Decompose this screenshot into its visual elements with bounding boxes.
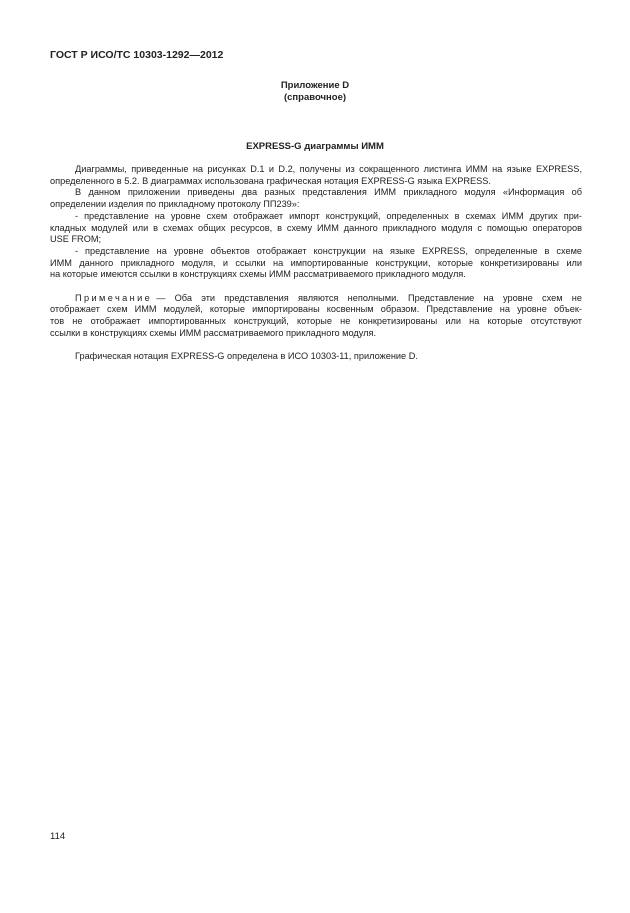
text-line: - представление на уровне объектов отображает конструкции на языке EXPRESS, определенные в схеме bbox=[75, 245, 582, 256]
section-title: EXPRESS-G диаграммы ИММ bbox=[246, 141, 384, 152]
text-line: Диаграммы, приведенные на рисунках D.1 и D.2, получены из сокращенного листинга ИММ на языке EXPRESS, bbox=[75, 164, 582, 174]
text-line: ссылки в конструкциях схемы ИММ рассматриваемого прикладного модуля. bbox=[50, 327, 377, 338]
note bbox=[50, 293, 582, 340]
note-label: Примечание bbox=[75, 292, 153, 303]
text-line: В данном приложении приведены два разных представления ИММ прикладного модуля «Информация об bbox=[75, 187, 582, 198]
appendix-title: Приложение D bbox=[280, 80, 350, 91]
paragraph bbox=[50, 164, 582, 187]
note-text: — Оба эти представления являются неполными. Представление на уровне схем не bbox=[156, 292, 582, 303]
text-line: определении изделия по прикладному протоколу ПП239»: bbox=[50, 199, 300, 210]
list-item bbox=[50, 246, 582, 281]
text-line: определенного в 5.2. В диаграммах использована графическая нотация EXPRESS-G языка EXPRESS. bbox=[50, 175, 491, 186]
text-line: кладных модулей или в схемах общих ресурсов, в схему ИММ данного прикладного модуля с помощью операторов bbox=[50, 222, 582, 233]
text-line: USE FROM; bbox=[50, 234, 102, 245]
page-number: 114 bbox=[50, 831, 66, 842]
text-line: тов не отображает импортированных конструкций, которые не конкретизированы или на которые отсутствуют bbox=[50, 316, 582, 327]
document-header: ГОСТ Р ИСО/ТС 10303-1292—2012 bbox=[50, 49, 224, 61]
appendix-subtitle: (справочное) bbox=[283, 92, 347, 103]
document-body bbox=[50, 164, 582, 363]
text-line: отображает схем ИММ модулей, которые импортированы косвенным образом. Представление на уровне объек- bbox=[50, 304, 582, 315]
text-line bbox=[50, 293, 582, 305]
list-item bbox=[50, 211, 582, 246]
text-line: - представление на уровне схем отображает импорт конструкций, определенных в схемах ИММ других при- bbox=[75, 210, 582, 221]
paragraph bbox=[50, 187, 582, 210]
text-line: ИММ данного прикладного модуля, и ссылки на импортированные конструкции, которые конкретизированы или bbox=[50, 257, 582, 268]
text-line: на которые имеются ссылки в конструкциях схемы ИММ рассматриваемого прикладного модуля. bbox=[50, 269, 466, 280]
final-paragraph: Графическая нотация EXPRESS-G определена в ИСО 10303-11, приложение D. bbox=[75, 351, 418, 362]
